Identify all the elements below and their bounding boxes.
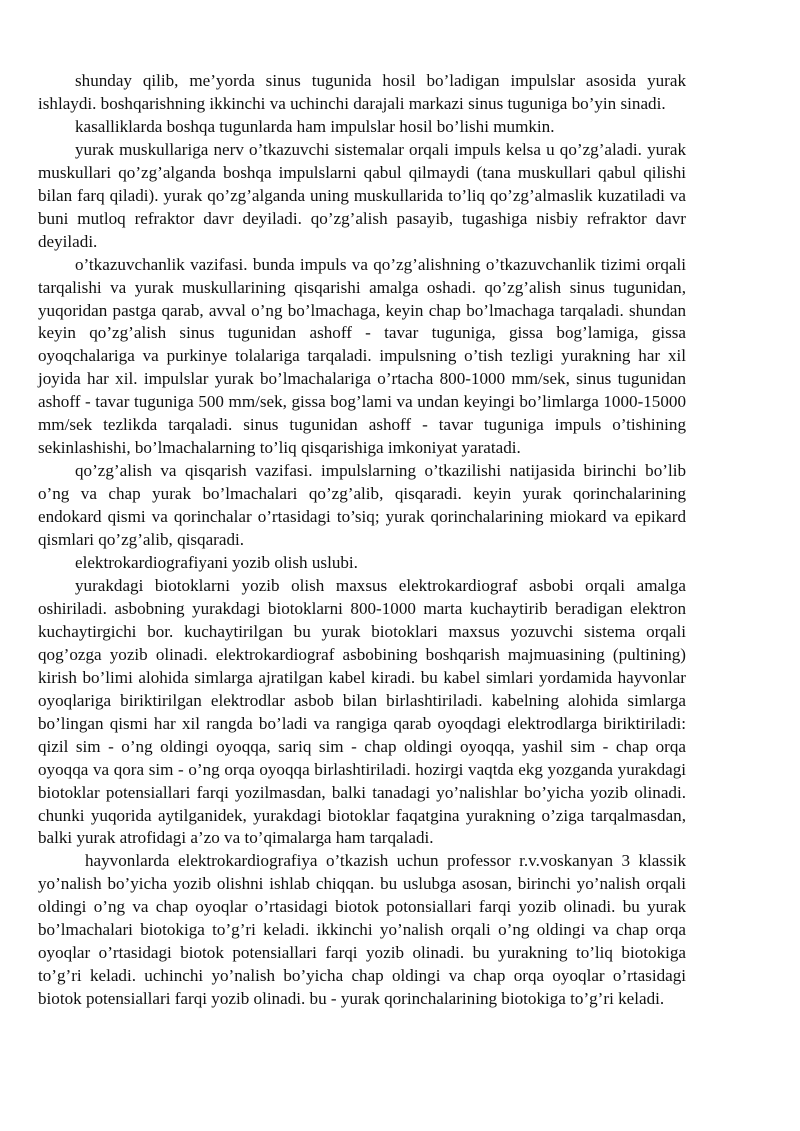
paragraph-ecg-method-heading: elektrokardiografiyani yozib olish uslubi.: [75, 553, 358, 573]
paragraph-conduction-function: o’tkazuvchanlik vazifasi. bunda impuls va qo’zg’alishning o’tkazuvchanlik tizimi orqali tarqalishi va yurak muskullarining qisqarishi amalga oshadi. qo’zg’alish sinus tugunidan, yuqoridan pastga qarab, avval o’ng bo’lmachaga, keyin chap bo’lmachaga tarqaladi. shundan keyin qo’zg’alish sinus tugunidan ashoff - tavar tuguniga, gissa bog’lamiga, gissa oyoqchalariga va purkinye tolalariga tarqaladi. impulsning o’tish tezligi yurakning har xil joyida har xil. impulslar yurak bo’lmachalariga o’rtacha 800-1000 mm/sek, sinus tugunidan ashoff - tavar tuguniga 500 mm/sek, gissa bog’lami va undan keyingi bo’limlarga 1000-15000 mm/sek tezlikda tarqaladi. sinus tugunidan ashoff - tavar tuguniga impuls o’tishining sekinlashishi, bo’lmachalarning to’liq qisqarishiga imkoniyat yaratadi.: [38, 254, 686, 458]
paragraph-sinus-node-summary: shunday qilib, me’yorda sinus tugunida hosil bo’ladigan impulslar asosida yurak ishlaydi. boshqarishning ikkinchi va uchinchi darajali markazi sinus tuguniga bo’yin sinadi.: [38, 71, 686, 113]
paragraph-voskanyan-leads: hayvonlarda elektrokardiografiya o’tkazish uchun professor r.v.voskanyan 3 klassik yo’nalish bo’yicha yozib olishni ishlab chiqqan. bu uslubga asosan, birinchi yo’nalish orqali oldingi o’ng va chap oyoqlar o’rtasidagi biotok potonsiallari farqi yozib olinadi. bu yurak bo’lmachalari biotokiga to’g’ri keladi. ikkinchi yo’nalish orqali o’ng oldingi va chap orqa oyoqlar o’rtasidagi biotok potensiallari farqi yozib olinadi. bu yurakning to’liq biotokiga to’g’ri keladi. uchinchi yo’nalish bo’yicha chap oldingi va chap orqa oyoqlar o’rtasidagi biotok potensiallari farqi yozib olinadi. bu - yurak qorinchalarining biotokiga to’g’ri keladi.: [38, 851, 686, 1009]
paragraph-diseases-note: kasalliklarda boshqa tugunlarda ham impulslar hosil bo’lishi mumkin.: [75, 116, 555, 136]
paragraph-excitation-contraction: qo’zg’alish va qisqarish vazifasi. impulslarning o’tkazilishi natijasida birinchi bo’lib o’ng va chap yurak bo’lmachalari qo’zg’alib, qisqaradi. keyin yurak qorinchalarining endokard qismi va qorinchalar o’rtasidagi to’siq; yurak qorinchalarining miokard va epikard qismlari qo’zg’alib, qisqaradi.: [38, 461, 686, 550]
paragraph-refractory-period: yurak muskullariga nerv o’tkazuvchi sistemalar orqali impuls kelsa u qo’zg’aladi. yurak muskullari qo’zg’alganda boshqa impulslarni qabul qilmaydi (tana muskullari qabul qilishi bilan farq qiladi). yurak qo’zg’alganda uning muskullarida to’liq qo’zg’almaslik kuzatiladi va buni mutloq refraktor davr deyiladi. qo’zg’alish pasayib, tugashiga nisbiy refraktor davr deyiladi.: [38, 139, 686, 251]
document-page: [38, 70, 686, 1011]
paragraph-ecg-recording: yurakdagi biotoklarni yozib olish maxsus elektrokardiograf asbobi orqali amalga oshiriladi. asbobning yurakdagi biotoklarni 800-1000 marta kuchaytirib beradigan elektron kuchaytirgichi bor. kuchaytirilgan bu yurak biotoklari maxsus yozuvchi sistema orqali qog’ozga yozib olinadi. elektrokardiograf asbobining boshqarish majmuasining (pultining) kirish bo’limi alohida simlarga ajratilgan kabel kiradi. bu kabel simlari yordamida hayvonlar oyoqlariga biriktirilgan elektrodlar asbob bilan birlashtiriladi. kabelning alohida simlarga bo’lingan qismi har xil rangda bo’ladi va rangiga qarab oyoqdagi elektrodlarga biriktiriladi: qizil sim - o’ng oldingi oyoqqa, sariq sim - chap oldingi oyoqqa, yashil sim - chap orqa oyoqqa va qora sim - o’ng orqa oyoqqa birlashtiriladi. hozirgi vaqtda ekg yozganda yurakdagi biotoklar potensiallari farqi yozilmasdan, balki tanadagi yo’nalishlar bo’yicha yozib olinadi. chunki yuqorida aytilganidek, yurakdagi biotoklar faqatgina yurakning o’ziga tarqalmasdan, balki yurak atrofidagi a’zo va to’qimalarga ham tarqaladi.: [38, 575, 686, 848]
